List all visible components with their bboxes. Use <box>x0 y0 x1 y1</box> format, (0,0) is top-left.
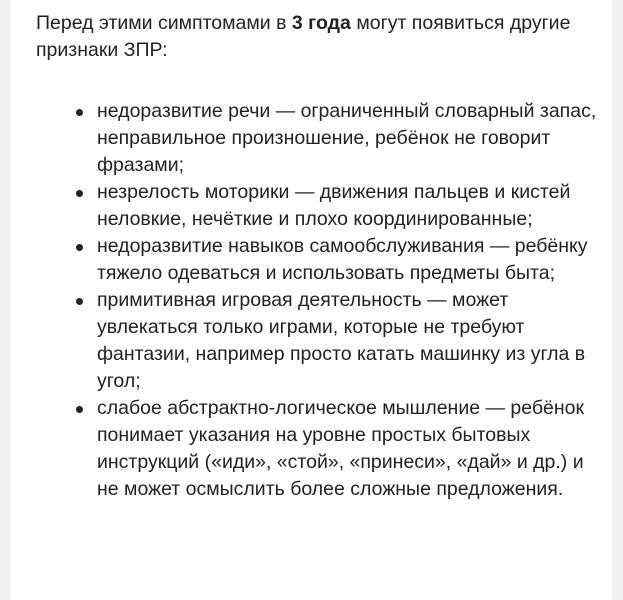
list-item <box>36 233 606 287</box>
list-item-text: примитивная игровая деятельность — может увлекаться только играми, которые не требуют фантазии, например просто катать машинку из угла в угол; <box>97 289 586 392</box>
list-item-text: недоразвитие речи — ограниченный словарный запас, неправильное произношение, ребёнок не говорит фразами; <box>97 100 597 176</box>
list-item <box>36 395 606 503</box>
bullet-icon <box>76 109 83 116</box>
intro-text-before: Перед этими симптомами в <box>36 12 292 34</box>
bullet-icon <box>76 244 83 251</box>
list-item <box>36 98 606 179</box>
intro-text-after: могут появиться другие признаки ЗПР: <box>36 12 571 61</box>
list-item-text: слабое абстрактно-логическое мышление — ребёнок понимает указания на уровне простых бытовых инструкций («иди», «стой», «принеси», «дай» и др.) и не может осмыслить более сложные предложения. <box>97 397 585 500</box>
list-item <box>36 287 606 395</box>
list-item <box>36 179 606 233</box>
bullet-icon <box>76 190 83 197</box>
bullet-icon <box>76 298 83 305</box>
article-card <box>11 0 612 600</box>
list-item-text: недоразвитие навыков самообслуживания — ребёнку тяжело одеваться и использовать предметы быта; <box>97 235 588 284</box>
bullet-icon <box>76 406 83 413</box>
symptoms-list <box>36 98 606 503</box>
intro-age-highlight: 3 года <box>291 12 351 34</box>
list-item-text: незрелость моторики — движения пальцев и кистей неловкие, нечёткие и плохо координированные; <box>97 181 571 230</box>
intro-paragraph <box>36 10 596 64</box>
